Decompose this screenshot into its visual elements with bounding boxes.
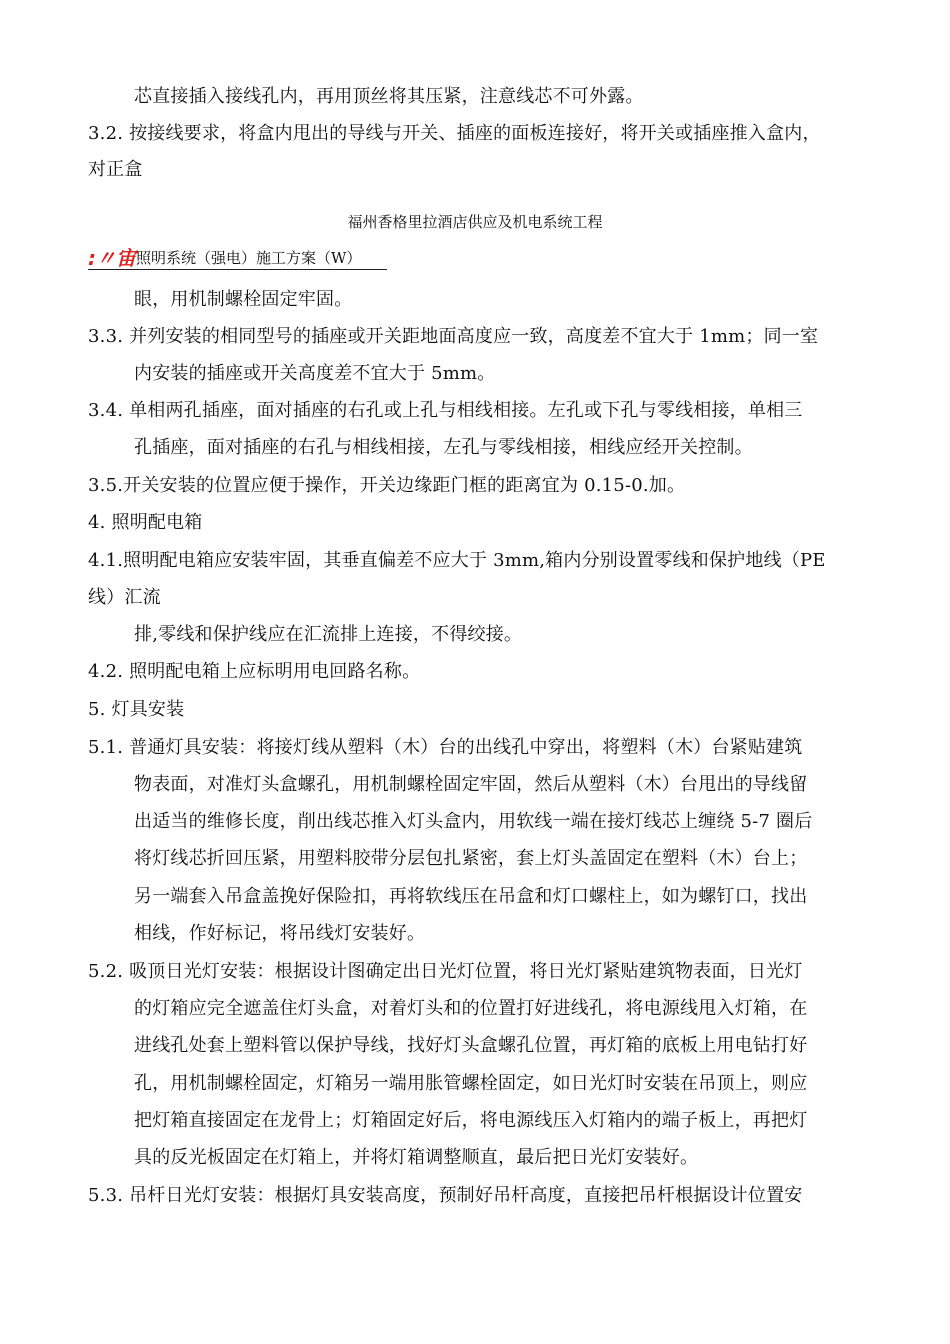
document-header-subtitle: 照明系统（强电）施工方案（W） [136,249,362,267]
text-line: 物表面，对准灯头盒螺孔，用机制螺栓固定牢固，然后从塑料（木）台甩出的导线留 [134,774,808,795]
company-logo: :〃宙 [88,246,136,270]
text-line: 进线孔处套上塑料管以保护导线，找好灯头盒螺孔位置，再灯箱的底板上用电钻打好 [134,1035,808,1056]
document-header-row [88,245,361,271]
text-line: 3.2. 按接线要求，将盒内甩出的导线与开关、插座的面板连接好，将开关或插座推入盒内， [88,123,821,144]
text-line: 将灯线芯折回压紧，用塑料胶带分层包扎紧密，套上灯头盖固定在塑料（木）台上； [134,848,808,869]
text-line: 眼，用机制螺栓固定牢固。 [134,289,353,310]
text-line: 相线，作好标记，将吊线灯安装好。 [134,923,426,944]
text-line: 4.1.照明配电箱应安装牢固，其垂直偏差不应大于 3mm,箱内分别设置零线和保护地线（PE [88,550,826,571]
text-line: 排,零线和保护线应在汇流排上连接，不得绞接。 [134,624,523,645]
text-line: 芯直接插入接线孔内，再用顶丝将其压紧，注意线芯不可外露。 [134,86,644,107]
header-underline [88,269,387,270]
text-line: 孔插座，面对插座的右孔与相线相接，左孔与零线相接，相线应经开关控制。 [134,437,753,458]
text-line: 4.2. 照明配电箱上应标明用电回路名称。 [88,661,421,682]
text-line: 的灯箱应完全遮盖住灯头盒，对着灯头和的位置打好进线孔，将电源线甩入灯箱，在 [134,998,808,1019]
text-line: 3.5.开关安装的位置应便于操作，开关边缘距门框的距离宜为 0.15-0.加。 [88,475,686,496]
section-heading: 5. 灯具安装 [88,699,185,720]
section-heading: 4. 照明配电箱 [88,512,203,533]
text-line: 把灯箱直接固定在龙骨上；灯箱固定好后，将电源线压入灯箱内的端子板上，再把灯 [134,1110,808,1131]
text-line: 另一端套入吊盒盖挽好保险扣，再将软线压在吊盒和灯口螺柱上，如为螺钉口，找出 [134,886,808,907]
text-line: 内安装的插座或开关高度差不宜大于 5mm。 [134,363,496,384]
text-line: 5.3. 吊杆日光灯安装：根据灯具安装高度，预制好吊杆高度，直接把吊杆根据设计位置安 [88,1185,803,1206]
text-line: 对正盒 [88,159,143,180]
text-line: 3.3. 并列安装的相同型号的插座或开关距地面高度应一致，高度差不宜大于 1mm；同一室 [88,326,819,347]
text-line: 孔，用机制螺栓固定，灯箱另一端用胀管螺栓固定，如日光灯时安装在吊顶上，则应 [134,1073,808,1094]
text-line: 线）汇流 [88,587,161,608]
text-line: 3.4. 单相两孔插座，面对插座的右孔或上孔与相线相接。左孔或下孔与零线相接，单相三 [88,400,803,421]
document-header-title: 福州香格里拉酒店供应及机电系统工程 [347,213,603,231]
text-line: 5.1. 普通灯具安装：将接灯线从塑料（木）台的出线孔中穿出，将塑料（木）台紧贴建筑 [88,737,803,758]
text-line: 5.2. 吸顶日光灯安装：根据设计图确定出日光灯位置，将日光灯紧贴建筑物表面，日光灯 [88,961,803,982]
text-line: 出适当的维修长度，削出线芯推入灯头盒内，用软线一端在接灯线芯上缠绕 5-7 圈后 [134,811,813,832]
text-line: 具的反光板固定在灯箱上，并将灯箱调整顺直，最后把日光灯安装好。 [134,1147,699,1168]
